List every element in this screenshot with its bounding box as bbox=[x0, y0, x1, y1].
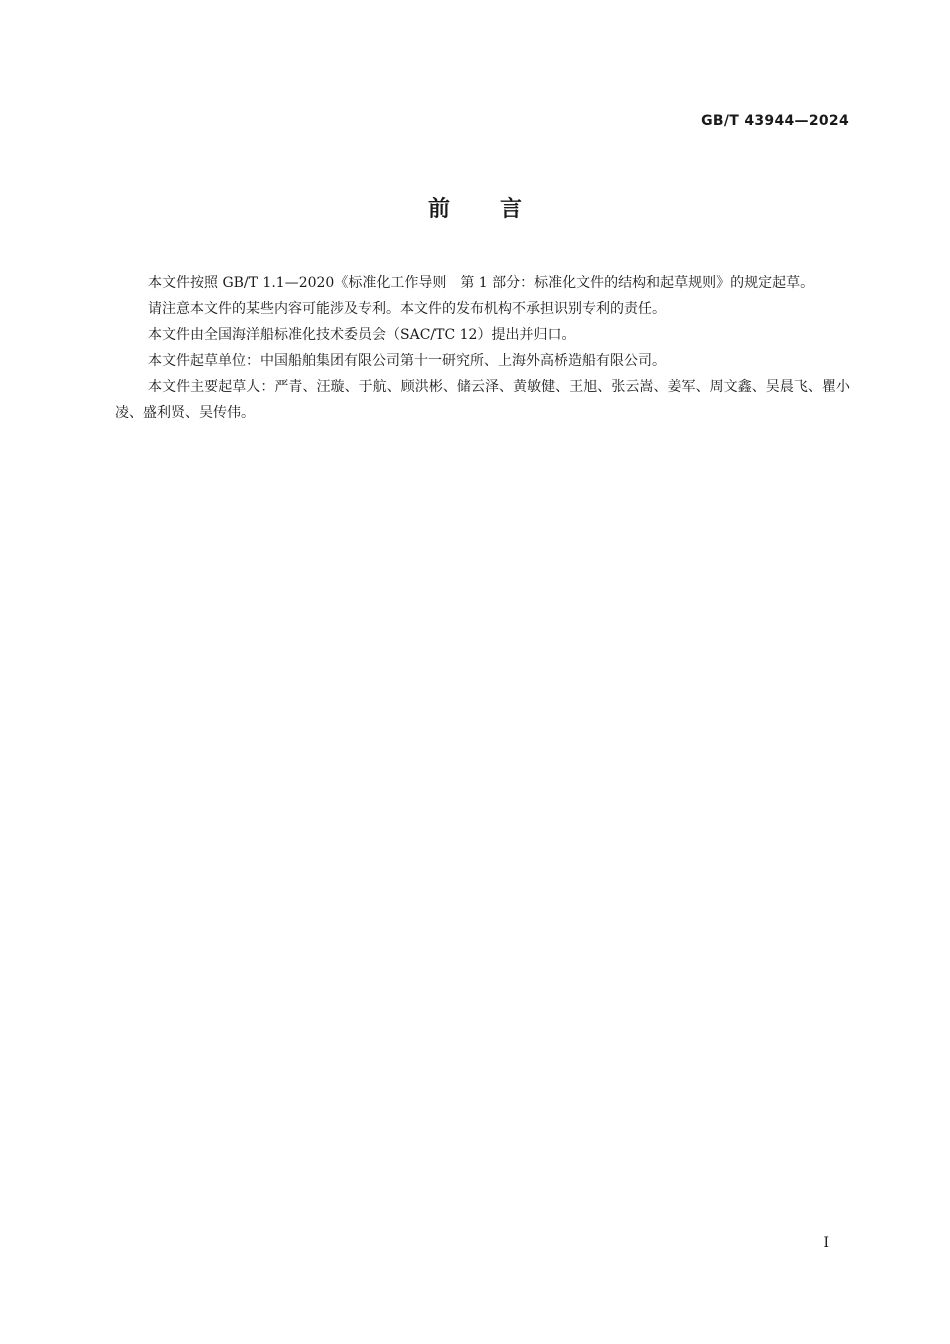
title-char-2: 言 bbox=[500, 197, 523, 222]
paragraph-drafting-units: 本文件起草单位：中国船舶集团有限公司第十一研究所、上海外高桥造船有限公司。 bbox=[148, 353, 666, 369]
paragraph-drafters: 本文件主要起草人：严青、汪璇、于航、顾洪彬、储云泽、黄敏健、王旭、张云嵩、姜军、周文鑫、吴晨飞、瞿小凌、盛利贤、吴传伟。 bbox=[115, 379, 850, 421]
paragraph-patent-notice: 请注意本文件的某些内容可能涉及专利。本文件的发布机构不承担识别专利的责任。 bbox=[148, 301, 666, 317]
page-title bbox=[0, 195, 950, 225]
document-code: GB/T 43944—2024 bbox=[701, 113, 849, 129]
paragraph-proposer: 本文件由全国海洋船标准化技术委员会（SAC/TC 12）提出并归口。 bbox=[148, 327, 576, 343]
page-number: I bbox=[823, 1235, 829, 1251]
paragraph-drafting-rules: 本文件按照 GB/T 1.1—2020《标准化工作导则 第 1 部分：标准化文件的结构和起草规则》的规定起草。 bbox=[148, 275, 815, 291]
title-char-1: 前 bbox=[427, 197, 450, 222]
preface-body bbox=[115, 270, 850, 426]
